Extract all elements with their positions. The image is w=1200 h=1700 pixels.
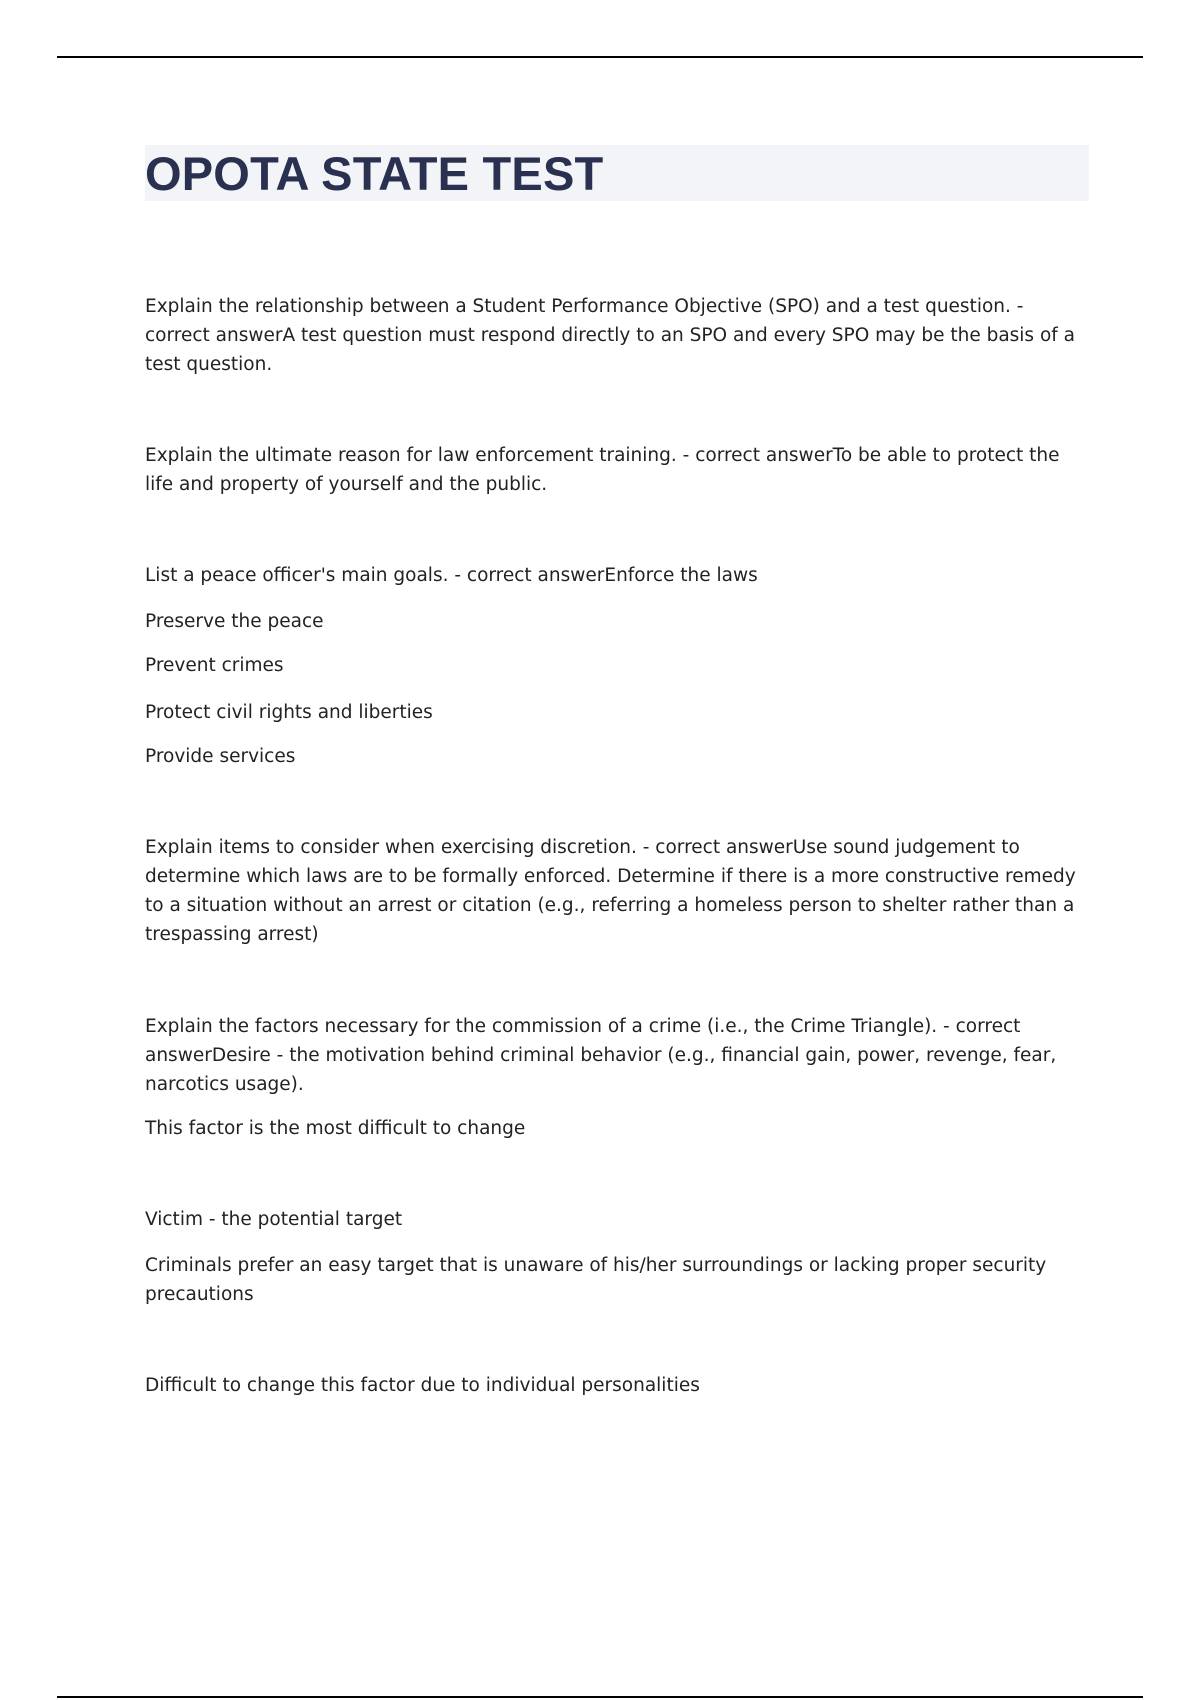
paragraph-victim: Victim - the potential target: [145, 1209, 403, 1230]
paragraph-spo-question: Explain the relationship between a Student Performance Objective (SPO) and a test question. - correct answerA test question must respond directly to an SPO and every SPO may be the basis of a test question.: [145, 296, 1076, 375]
top-rule: [57, 56, 1143, 58]
paragraph-victim-note: Difficult to change this factor due to individual personalities: [145, 1375, 700, 1396]
bottom-rule: [57, 1696, 1143, 1698]
paragraph-goal-preserve: Preserve the peace: [145, 611, 324, 632]
paragraph-training-reason: Explain the ultimate reason for law enforcement training. - correct answerTo be able to protect the life and property of yourself and the public.: [145, 445, 1060, 495]
paragraph-desire-note: This factor is the most difficult to change: [145, 1118, 526, 1139]
paragraph-goal-services: Provide services: [145, 746, 296, 767]
paragraph-crime-triangle: Explain the factors necessary for the commission of a crime (i.e., the Crime Triangle). - correct answerDesire - the motivation behind criminal behavior (e.g., financial gain, power, revenge, fear, narcotics usage).: [145, 1016, 1057, 1095]
paragraph-officer-goals: List a peace officer's main goals. - correct answerEnforce the laws: [145, 565, 758, 586]
paragraph-victim-detail: Criminals prefer an easy target that is unaware of his/her surroundings or lacking proper security precautions: [145, 1255, 1047, 1305]
paragraph-discretion: Explain items to consider when exercising discretion. - correct answerUse sound judgement to determine which laws are to be formally enforced. Determine if there is a more constructive remedy to a situation without an arrest or citation (e.g., referring a homeless person to shelter rather than a trespassing arrest): [145, 837, 1076, 945]
paragraph-goal-prevent: Prevent crimes: [145, 655, 284, 676]
paragraph-goal-protect: Protect civil rights and liberties: [145, 702, 433, 723]
document-title: OPOTA STATE TEST: [145, 147, 604, 200]
